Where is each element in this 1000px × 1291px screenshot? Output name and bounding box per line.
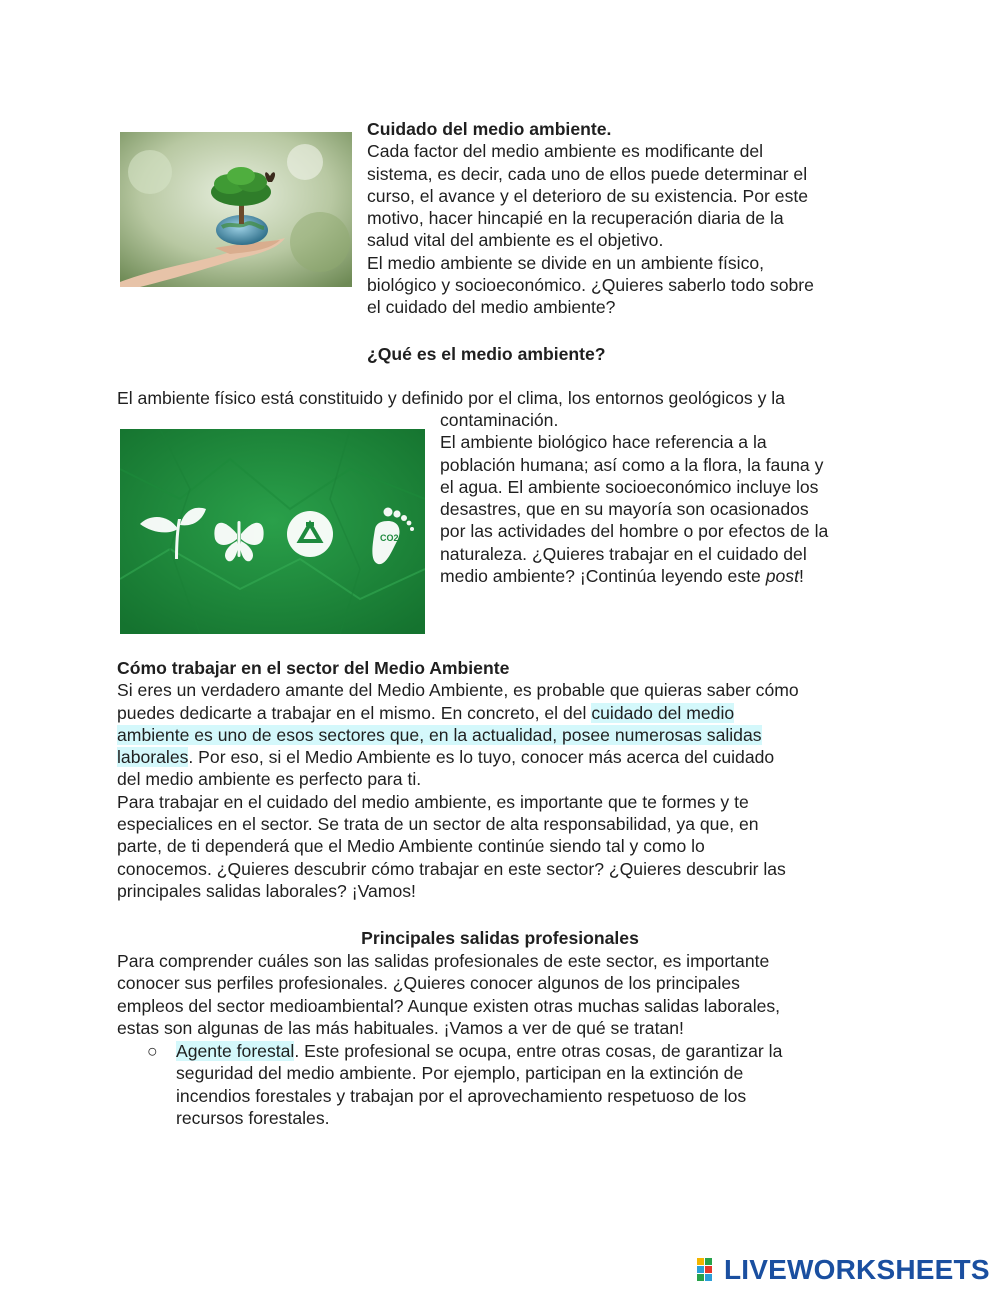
section-care-environment	[367, 118, 887, 319]
paragraph-line	[117, 746, 897, 768]
paragraph-line: del medio ambiente es perfecto para ti.	[117, 769, 422, 790]
highlighted-text: ambiente es uno de esos sectores que, en la actualidad, posee numerosas salidas	[117, 724, 762, 745]
paragraph-line: contaminación.	[440, 410, 559, 430]
section-title: Cómo trabajar en el sector del Medio Ambiente	[117, 658, 510, 678]
paragraph-line: Para trabajar en el cuidado del medio ambiente, es importante que te formes y te	[117, 791, 749, 812]
paragraph-line: recursos forestales.	[176, 1107, 330, 1128]
liveworksheets-logo-icon	[697, 1258, 721, 1282]
text-fragment: . Este profesional se ocupa, entre otras cosas, de garantizar la	[294, 1041, 783, 1061]
paragraph-line: Si eres un verdadero amante del Medio Ambiente, es probable que quieras saber cómo	[117, 680, 799, 701]
section-title: ¿Qué es el medio ambiente?	[367, 344, 606, 364]
italic-word: post	[765, 566, 799, 587]
paragraph-line: el cuidado del medio ambiente?	[367, 297, 616, 318]
paragraph-line: sistema, es decir, cada uno de ellos puede determinar el	[367, 163, 808, 184]
paragraph-line: El ambiente biológico hace referencia a la	[440, 432, 767, 453]
paragraph-line: biológico y socioeconómico. ¿Quieres saberlo todo sobre	[367, 275, 814, 296]
paragraph-line	[117, 702, 897, 724]
section-title: Principales salidas profesionales	[361, 928, 639, 948]
text-fragment: medio ambiente? ¡Continúa leyendo este	[440, 566, 766, 587]
paragraph-line: empleos del sector medioambiental? Aunque existen otras muchas salidas laborales,	[117, 995, 781, 1016]
paragraph-line: incendios forestales y trabajan por el aprovechamiento respetuoso de los	[176, 1085, 747, 1106]
paragraph-line: por las actividades del hombre o por efectos de la	[440, 521, 829, 542]
paragraph-line: El medio ambiente se divide en un ambiente físico,	[367, 252, 765, 273]
paragraph-environment-types	[440, 409, 900, 587]
text-fragment: . Por eso, si el Medio Ambiente es lo tuyo, conocer más acerca del cuidado	[188, 747, 775, 768]
eco-icons-image	[120, 429, 425, 634]
list-item	[176, 1040, 876, 1129]
paragraph-line: motivo, hacer hincapié en la recuperación diaria de la	[367, 208, 784, 229]
bullet-circle-icon: ○	[147, 1041, 158, 1061]
section-title: Cuidado del medio ambiente.	[367, 119, 612, 139]
hand-globe-tree-image	[120, 132, 352, 287]
highlighted-text: cuidado del medio	[591, 702, 735, 723]
paragraph-line: especialices en el sector. Se trata de un sector de alta responsabilidad, ya que, en	[117, 814, 759, 835]
paragraph-line: naturaleza. ¿Quieres trabajar en el cuidado del	[440, 543, 807, 564]
paragraph-line: Cada factor del medio ambiente es modificante del	[367, 141, 764, 162]
liveworksheets-logo[interactable]	[697, 1255, 990, 1285]
paragraph-line: conocer sus perfiles profesionales. ¿Quieres conocer algunos de los principales	[117, 973, 740, 994]
paragraph-line: principales salidas laborales? ¡Vamos!	[117, 880, 416, 901]
paragraph-line	[117, 724, 897, 746]
highlighted-text: Agente forestal	[176, 1041, 295, 1061]
paragraph-line: salud vital del ambiente es el objetivo.	[367, 230, 664, 251]
paragraph-line: Para comprender cuáles son las salidas profesionales de este sector, es importante	[117, 951, 770, 971]
paragraph-line: seguridad del medio ambiente. Por ejemplo, participan en la extinción de	[176, 1063, 744, 1084]
paragraph-line: estas son algunas de las más habituales. ¡Vamos a ver de qué se tratan!	[117, 1017, 684, 1038]
paragraph-line: curso, el avance y el deterioro de su existencia. Por este	[367, 185, 809, 206]
paragraph-line	[440, 565, 900, 587]
text-fragment: puedes dedicarte a trabajar en el mismo. En concreto, el del	[117, 702, 592, 723]
text-fragment: !	[798, 566, 804, 587]
paragraph-line: desastres, que en su mayoría son ocasionados	[440, 499, 809, 520]
co2-label: CO2	[380, 533, 399, 543]
highlighted-text: laborales	[117, 747, 189, 768]
paragraph-line	[176, 1040, 876, 1062]
paragraph-line: población humana; así como a la flora, la fauna y	[440, 454, 824, 475]
paragraph-line: parte, de ti dependerá que el Medio Ambiente continúe siendo tal y como lo	[117, 836, 705, 857]
paragraph-line: conocemos. ¿Quieres descubrir cómo trabajar en este sector? ¿Quieres descubrir las	[117, 858, 786, 879]
section-career-paths	[117, 950, 897, 1039]
paragraph-line: el agua. El ambiente socioeconómico incluye los	[440, 476, 819, 497]
section-work-in-environment	[117, 657, 897, 902]
brand-name: LIVEWORKSHEETS	[724, 1254, 990, 1285]
paragraph-line: El ambiente físico está constituido y definido por el clima, los entornos geológicos y la	[117, 388, 785, 408]
